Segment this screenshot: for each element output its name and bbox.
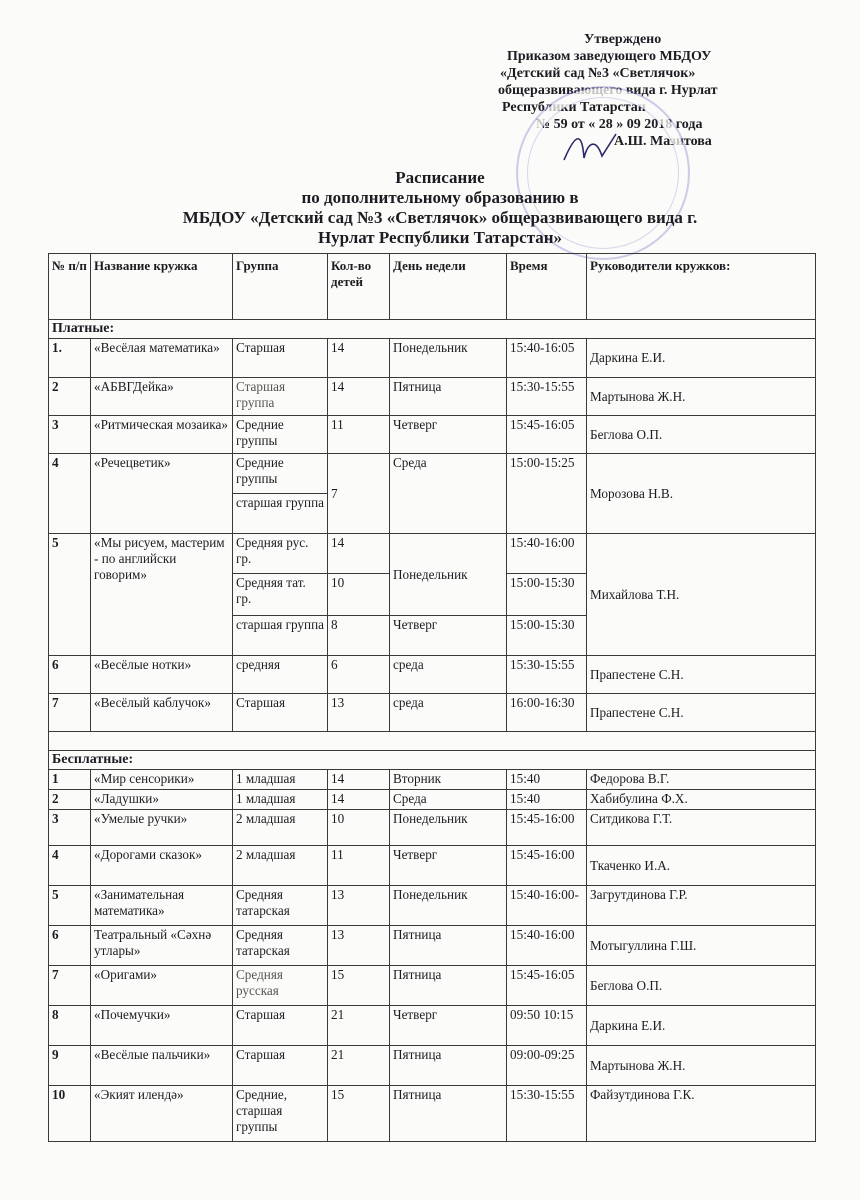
cell-day: Понедельник	[390, 534, 507, 616]
table-row	[49, 1086, 816, 1142]
cell-day: Пятница	[390, 926, 507, 966]
cell-day: Понедельник	[390, 886, 507, 926]
cell-count: 14	[328, 790, 390, 810]
cell-leader: Прапестене С.Н.	[587, 694, 816, 732]
cell-group: 2 младшая	[233, 846, 328, 886]
cell-time: 15:45-16:05	[507, 416, 587, 454]
cell-day: Понедельник	[390, 810, 507, 846]
cell-name: «Оригами»	[91, 966, 233, 1006]
cell-count: 13	[328, 694, 390, 732]
table-row	[49, 656, 816, 694]
cell-leader: Беглова О.П.	[587, 416, 816, 454]
cell-leader: Беглова О.П.	[587, 966, 816, 1006]
cell-time: 15:00-15:25	[507, 454, 587, 534]
cell-group: Старшая	[233, 1006, 328, 1046]
table-header-row	[49, 254, 816, 320]
cell-count: 6	[328, 656, 390, 694]
cell-leader: Мартынова Ж.Н.	[587, 1046, 816, 1086]
cell-day: Среда	[390, 790, 507, 810]
title-line: по дополнительному образованию в	[301, 188, 579, 207]
cell-num: 4	[49, 846, 91, 886]
table-row	[49, 966, 816, 1006]
approval-line: Приказом заведующего МБДОУ	[507, 49, 712, 64]
cell-leader: Даркина Е.И.	[587, 339, 816, 378]
cell-num: 9	[49, 1046, 91, 1086]
spacer-cell	[49, 732, 816, 751]
cell-group: средняя	[233, 656, 328, 694]
cell-count: 15	[328, 1086, 390, 1142]
cell-group: Средняя тат. гр.	[233, 574, 328, 616]
cell-time: 09:00-09:25	[507, 1046, 587, 1086]
header-count: Кол-во детей	[328, 254, 390, 320]
cell-leader: Морозова Н.В.	[587, 454, 816, 534]
cell-group: Старшая группа	[233, 378, 328, 416]
title-line: МБДОУ «Детский сад №3 «Светлячок» общеразвивающего вида г.	[182, 208, 698, 227]
cell-group: Старшая	[233, 1046, 328, 1086]
cell-num: 4	[49, 454, 91, 534]
cell-name: «Почемучки»	[91, 1006, 233, 1046]
cell-leader: Ткаченко И.А.	[587, 846, 816, 886]
header-name: Название кружка	[91, 254, 233, 320]
schedule-table	[48, 253, 816, 1142]
cell-time: 15:40-16:05	[507, 339, 587, 378]
cell-count: 14	[328, 378, 390, 416]
table-row	[49, 534, 816, 574]
section-row-free	[49, 751, 816, 770]
cell-name: «Весёлая математика»	[91, 339, 233, 378]
approval-line: № 59 от « 28 » 09 2018 года	[536, 117, 703, 132]
section-label: Платные:	[49, 320, 816, 339]
cell-day: Среда	[390, 454, 507, 534]
cell-count: 21	[328, 1046, 390, 1086]
cell-name: «Весёлый каблучок»	[91, 694, 233, 732]
cell-num: 5	[49, 534, 91, 656]
cell-num: 10	[49, 1086, 91, 1142]
header-num: № п/п	[49, 254, 91, 320]
cell-day: Четверг	[390, 616, 507, 656]
cell-num: 2	[49, 378, 91, 416]
cell-num: 3	[49, 416, 91, 454]
spacer-row	[49, 732, 816, 751]
cell-group: 1 младшая	[233, 790, 328, 810]
cell-time: 15:40-16:00	[507, 534, 587, 574]
cell-leader: Ситдикова Г.Т.	[587, 810, 816, 846]
cell-num: 7	[49, 966, 91, 1006]
cell-time: 15:40-16:00	[507, 926, 587, 966]
cell-count: 10	[328, 574, 390, 616]
cell-group: Средняя татарская	[233, 886, 328, 926]
cell-day: Четверг	[390, 846, 507, 886]
section-row-paid	[49, 320, 816, 339]
cell-name: «Мир сенсорики»	[91, 770, 233, 790]
cell-day: Четверг	[390, 416, 507, 454]
table-row	[49, 1006, 816, 1046]
cell-name: «Экият илендә»	[91, 1086, 233, 1142]
cell-day: Понедельник	[390, 339, 507, 378]
cell-count: 15	[328, 966, 390, 1006]
table-row	[49, 1046, 816, 1086]
table-row	[49, 694, 816, 732]
table-row	[49, 790, 816, 810]
cell-leader: Федорова В.Г.	[587, 770, 816, 790]
cell-count: 14	[328, 770, 390, 790]
cell-name: «Весёлые нотки»	[91, 656, 233, 694]
title-line: Нурлат Республики Татарстан»	[317, 228, 563, 247]
cell-group: Средние группы	[233, 454, 328, 494]
cell-num: 3	[49, 810, 91, 846]
approval-line: Республики Татарстан	[502, 100, 646, 115]
table-row	[49, 846, 816, 886]
cell-time: 15:45-16:00	[507, 810, 587, 846]
title-line: Расписание	[395, 168, 485, 187]
cell-group: Средние, старшая группы	[233, 1086, 328, 1142]
header-group: Группа	[233, 254, 328, 320]
cell-time: 15:30-15:55	[507, 378, 587, 416]
cell-name: «Дорогами сказок»	[91, 846, 233, 886]
cell-group: Средние группы	[233, 416, 328, 454]
cell-name: «Весёлые пальчики»	[91, 1046, 233, 1086]
cell-count: 11	[328, 416, 390, 454]
cell-day: среда	[390, 694, 507, 732]
cell-num: 2	[49, 790, 91, 810]
cell-leader: Мотыгуллина Г.Ш.	[587, 926, 816, 966]
cell-time: 15:40-16:00-	[507, 886, 587, 926]
cell-count: 11	[328, 846, 390, 886]
cell-leader: Загрутдинова Г.Р.	[587, 886, 816, 926]
cell-num: 6	[49, 656, 91, 694]
cell-name: «Ритмическая мозаика»	[91, 416, 233, 454]
cell-time: 15:30-15:55	[507, 656, 587, 694]
cell-count: 14	[328, 339, 390, 378]
cell-group: Средняя рус. гр.	[233, 534, 328, 574]
cell-leader: Даркина Е.И.	[587, 1006, 816, 1046]
cell-time: 15:45-16:00	[507, 846, 587, 886]
cell-day: Пятница	[390, 1086, 507, 1142]
cell-leader: Прапестене С.Н.	[587, 656, 816, 694]
cell-day: среда	[390, 656, 507, 694]
cell-name: «Умелые ручки»	[91, 810, 233, 846]
cell-leader: Мартынова Ж.Н.	[587, 378, 816, 416]
cell-num: 1	[49, 770, 91, 790]
cell-name: «Занимательная математика»	[91, 886, 233, 926]
table-row	[49, 378, 816, 416]
cell-count: 13	[328, 886, 390, 926]
cell-group: 1 младшая	[233, 770, 328, 790]
cell-day: Вторник	[390, 770, 507, 790]
cell-name: Театральный «Сәхнә утлары»	[91, 926, 233, 966]
cell-group: Старшая	[233, 339, 328, 378]
table-row	[49, 339, 816, 378]
approval-line: Утверждено	[584, 32, 662, 47]
cell-day: Четверг	[390, 1006, 507, 1046]
cell-count: 14	[328, 534, 390, 574]
header-leader: Руководители кружков:	[587, 254, 816, 320]
cell-group: Средняя татарская	[233, 926, 328, 966]
table-row	[49, 770, 816, 790]
cell-count: 10	[328, 810, 390, 846]
cell-num: 5	[49, 886, 91, 926]
cell-group: Средняя русская	[233, 966, 328, 1006]
cell-time: 15:40	[507, 770, 587, 790]
table-row	[49, 416, 816, 454]
cell-time: 15:30-15:55	[507, 1086, 587, 1142]
table-row	[49, 454, 816, 494]
approval-line: А.Ш. Мазитова	[614, 134, 712, 149]
cell-name: «Мы рисуем, мастерим - по английски говорим»	[91, 534, 233, 656]
cell-leader: Михайлова Т.Н.	[587, 534, 816, 656]
cell-num: 6	[49, 926, 91, 966]
approval-line: общеразвивающего вида г. Нурлат	[498, 83, 718, 98]
cell-time: 09:50 10:15	[507, 1006, 587, 1046]
signature-mark	[556, 128, 626, 168]
header-time: Время	[507, 254, 587, 320]
cell-num: 7	[49, 694, 91, 732]
cell-leader: Хабибулина Ф.Х.	[587, 790, 816, 810]
cell-time: 15:00-15:30	[507, 616, 587, 656]
cell-group: старшая группа	[233, 616, 328, 656]
cell-day: Пятница	[390, 966, 507, 1006]
approval-line: «Детский сад №3 «Светлячок»	[500, 66, 696, 81]
cell-day: Пятница	[390, 378, 507, 416]
cell-time: 15:40	[507, 790, 587, 810]
cell-name: «Речецветик»	[91, 454, 233, 534]
cell-day: Пятница	[390, 1046, 507, 1086]
table-row	[49, 886, 816, 926]
cell-count: 13	[328, 926, 390, 966]
cell-group: Старшая	[233, 694, 328, 732]
cell-time: 15:00-15:30	[507, 574, 587, 616]
table-row	[49, 810, 816, 846]
table-row	[49, 926, 816, 966]
cell-name: «Ладушки»	[91, 790, 233, 810]
cell-time: 16:00-16:30	[507, 694, 587, 732]
cell-count: 21	[328, 1006, 390, 1046]
cell-num: 8	[49, 1006, 91, 1046]
section-label: Бесплатные:	[49, 751, 816, 770]
cell-group: 2 младшая	[233, 810, 328, 846]
cell-count: 8	[328, 616, 390, 656]
cell-group: старшая группа	[233, 494, 328, 534]
cell-time: 15:45-16:05	[507, 966, 587, 1006]
cell-leader: Файзутдинова Г.К.	[587, 1086, 816, 1142]
cell-count: 7	[328, 454, 390, 534]
header-day: День недели	[390, 254, 507, 320]
cell-num: 1.	[49, 339, 91, 378]
document-title	[120, 168, 760, 248]
cell-name: «АБВГДейка»	[91, 378, 233, 416]
